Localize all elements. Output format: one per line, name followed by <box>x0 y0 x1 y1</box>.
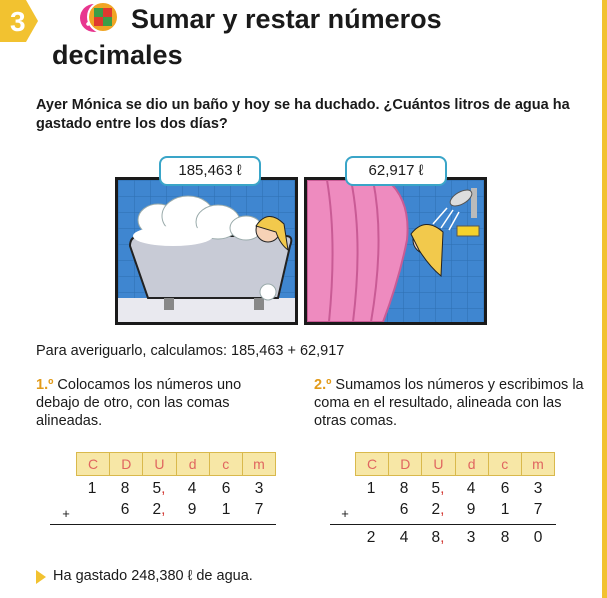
step-1-number: 1.º <box>36 377 54 393</box>
col-milesimas: m <box>532 456 544 472</box>
digit: 5, <box>152 480 166 497</box>
game-icon <box>86 0 120 34</box>
digit: 2, <box>431 501 445 518</box>
answer-text: Ha gastado 248,380 ℓ de agua. <box>53 568 253 584</box>
place-value-header-1 <box>76 452 276 476</box>
page-title: Sumar y restar números <box>131 4 442 34</box>
plus-sign: + <box>341 506 349 521</box>
step-2-text: Sumamos los números y escribimos la coma en el resultado, alineada con las otras comas. <box>314 377 584 429</box>
digit: 3 <box>533 480 543 497</box>
shower-liters-label: 62,917 ℓ <box>345 156 447 186</box>
col-unidades: U <box>422 453 455 475</box>
page-title-line2: decimales <box>52 40 183 70</box>
col-decenas: D <box>110 453 143 475</box>
col-centesimas: c <box>489 453 522 475</box>
digit: 6 <box>500 480 510 497</box>
col-decimas: d <box>456 453 489 475</box>
page-edge-stripe <box>602 0 607 598</box>
bath-liters-label: 185,463 ℓ <box>159 156 261 186</box>
addend-1-row-2 <box>355 479 555 499</box>
digit: 6 <box>399 501 409 518</box>
addend-1-row <box>76 479 276 499</box>
digit: 6 <box>120 501 130 518</box>
addend-2-row <box>62 500 276 521</box>
step-1-text: Colocamos los números uno debajo de otro, con las comas alineadas. <box>36 377 242 429</box>
digit: 1 <box>87 480 97 497</box>
section-number: 3 <box>10 6 26 37</box>
step-2-number: 2.º <box>314 377 332 393</box>
digit: 3 <box>254 480 264 497</box>
digit: 7 <box>533 501 543 518</box>
plus-sign: + <box>62 506 70 521</box>
step-1 <box>36 376 276 430</box>
digit: 1 <box>366 480 376 497</box>
sum-line-1 <box>50 524 276 525</box>
digit: 0 <box>533 529 543 546</box>
col-centesimas: c <box>210 453 243 475</box>
digit: 8 <box>500 529 510 546</box>
col-centenas: C <box>356 453 389 475</box>
digit: 4 <box>466 480 476 497</box>
digit: 9 <box>466 501 476 518</box>
digit: 1 <box>500 501 510 518</box>
col-centenas: C <box>77 453 110 475</box>
digit: 5, <box>431 480 445 497</box>
step-2 <box>314 376 584 430</box>
digit: 8 <box>120 480 130 497</box>
col-decenas: D <box>389 453 422 475</box>
col-decimas: d <box>177 453 210 475</box>
section-number-tab <box>0 0 38 42</box>
sum-line-2 <box>330 524 556 525</box>
digit: 6 <box>221 480 231 497</box>
digit: 4 <box>187 480 197 497</box>
bath-illustration <box>115 177 298 325</box>
digit: 1 <box>221 501 231 518</box>
col-unidades: U <box>143 453 176 475</box>
col-milesimas: m <box>253 456 265 472</box>
digit: 2, <box>152 501 166 518</box>
digit: 3 <box>466 529 476 546</box>
digit: 7 <box>254 501 264 518</box>
shower-illustration <box>304 177 487 325</box>
result-row <box>355 528 555 548</box>
arrow-bullet-icon <box>36 570 46 584</box>
problem-statement: Ayer Mónica se dio un baño y hoy se ha duchado. ¿Cuántos litros de agua ha gastado entre los dos días? <box>36 97 570 132</box>
digit: 4 <box>399 529 409 546</box>
calculation-statement: Para averiguarlo, calculamos: 185,463 + 62,917 <box>36 343 345 359</box>
digit: 2 <box>366 529 376 546</box>
digit: 8 <box>399 480 409 497</box>
digit: 8, <box>431 529 445 546</box>
addend-2-row-2 <box>341 500 555 521</box>
digit: 9 <box>187 501 197 518</box>
place-value-header-2 <box>355 452 555 476</box>
